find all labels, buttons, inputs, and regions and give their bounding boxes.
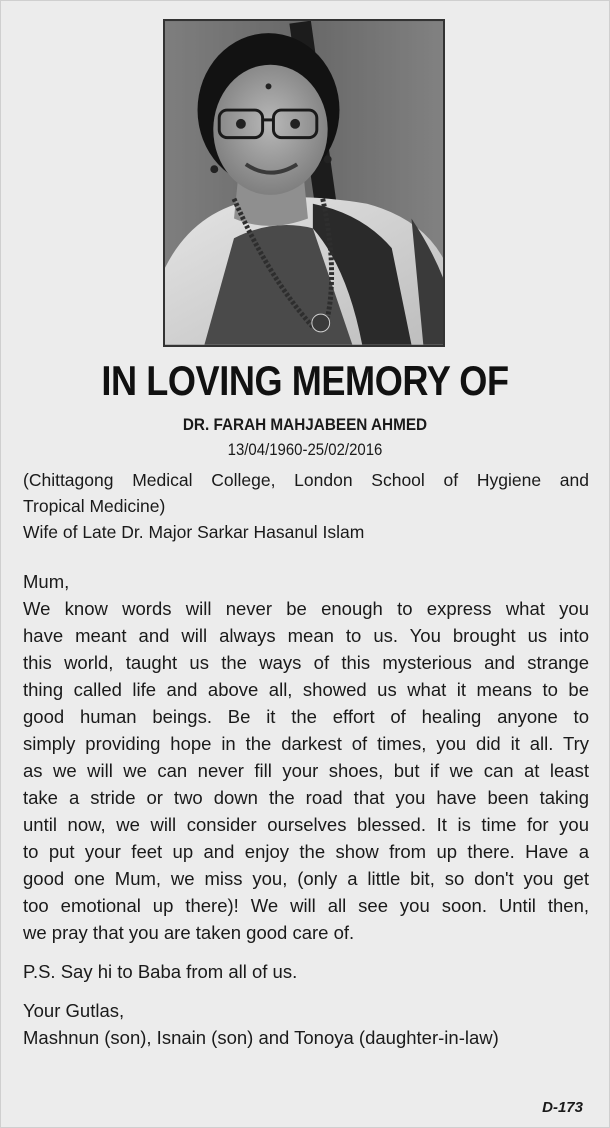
ad-code: D-173 xyxy=(542,1099,583,1116)
message-line: we pray that you are taken good care of. xyxy=(23,922,355,943)
message-line: take a stride or two down the road that you have been taking xyxy=(23,787,589,808)
message-line: good one Mum, we miss you, (only a little bit, so don't you get xyxy=(23,868,589,889)
message-line: too emotional up there)! We will all see you soon. Until then, xyxy=(23,895,589,916)
message-line: thing called life and above all, showed us what it means to be xyxy=(23,679,589,700)
affiliation-block xyxy=(23,467,589,545)
memorial-message xyxy=(23,568,589,1051)
message-line: We know words will never be enough to express what you xyxy=(23,598,589,619)
affiliation-line: (Chittagong Medical College, London School of Hygiene and xyxy=(23,470,589,490)
paragraph-gap xyxy=(23,985,589,997)
salutation: Mum, xyxy=(23,571,70,592)
message-line: as we will we can never fill your shoes, but if we can at least xyxy=(23,760,589,781)
postscript: P.S. Say hi to Baba from all of us. xyxy=(23,961,298,982)
affiliation-line: Tropical Medicine) xyxy=(23,496,166,516)
message-line: have meant and will always mean to us. You brought us into xyxy=(23,625,589,646)
paragraph-gap xyxy=(23,946,589,958)
life-dates: 13/04/1960-25/02/2016 xyxy=(227,440,383,459)
headline: IN LOVING MEMORY OF xyxy=(101,357,509,404)
signoff: Your Gutlas, xyxy=(23,1000,125,1021)
spouse-line: Wife of Late Dr. Major Sarkar Hasanul Islam xyxy=(23,522,365,542)
message-line: good human beings. Be it the effort of healing anyone to xyxy=(23,706,589,727)
portrait-photo xyxy=(163,19,445,347)
message-line: simply providing hope in the darkest of times, you did it all. Try xyxy=(23,733,589,754)
signatories: Mashnun (son), Isnain (son) and Tonoya (daughter-in-law) xyxy=(23,1027,499,1048)
message-line: until now, we will consider ourselves blessed. It is time for you xyxy=(23,814,589,835)
deceased-name: DR. FARAH MAHJABEEN AHMED xyxy=(182,415,428,434)
message-line: to put your feet up and enjoy the show from up there. Have a xyxy=(23,841,589,862)
message-line: this world, taught us the ways of this mysterious and strange xyxy=(23,652,589,673)
portrait-image xyxy=(165,21,443,345)
